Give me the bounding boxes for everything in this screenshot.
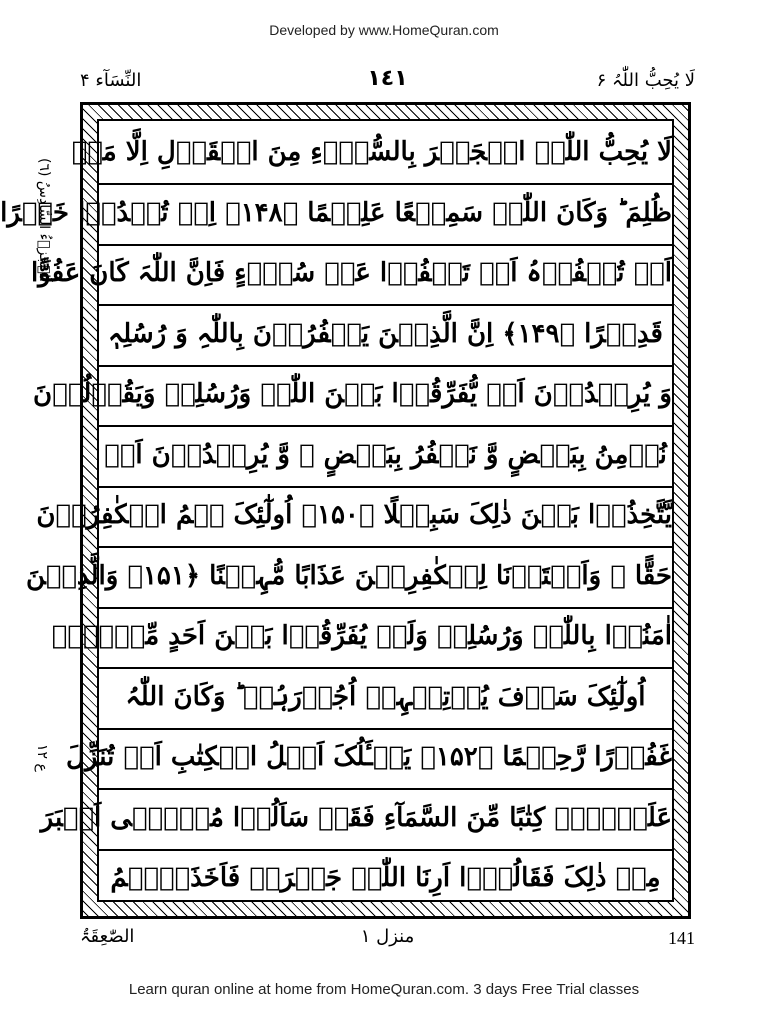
text-line: لَا یُحِبُّ اللّٰہُ الۡجَہۡرَ بِالسُّوۡٓءِ مِنَ الۡقَوۡلِ اِلَّا مَنۡ: [99, 121, 672, 185]
page-footer: [80, 926, 695, 954]
juz-name: لَا یُحِبُّ اللّٰہُ ۶: [596, 70, 695, 91]
page-number: 141: [668, 928, 695, 948]
ruku-marker: ع ١٢: [34, 744, 50, 772]
text-line: ظُلِمَ ؕ وَکَانَ اللّٰہُ سَمِیۡعًا عَلِیۡمًا ﴿۱۴۸﴾ اِنۡ تُبۡدُوۡا خَیۡرًا: [99, 182, 672, 246]
text-line: حَقًّا ۚ وَاَعۡتَدۡنَا لِلۡکٰفِرِیۡنَ عَذَابًا مُّہِیۡنًا ﴿۱۵۱﴾ وَالَّذِیۡنَ: [99, 545, 672, 609]
surah-name: النِّسَآء ۴: [80, 70, 142, 91]
text-line: اُولٰٓئِکَ سَوۡفَ یُؤۡتِیۡہِمۡ اُجُوۡرَہُمۡ ؕ وَکَانَ اللّٰہُ: [99, 666, 672, 730]
text-line: مِنۡ ذٰلِکَ فَقَالُوۡۤا اَرِنَا اللّٰہَ جَہۡرَۃً فَاَخَذَتۡہُمُ: [110, 863, 661, 893]
text-line: اَوۡ تُخۡفُوۡہُ اَوۡ تَعۡفُوۡا عَنۡ سُوۡٓءٍ فَاِنَّ اللّٰہَ کَانَ عَفُوًّا: [99, 242, 672, 306]
top-credit-text: Developed by www.HomeQuran.com: [269, 22, 499, 38]
manzil-label: منزل ۱: [360, 926, 415, 947]
text-line: غَفُوۡرًا رَّحِیۡمًا ﴿۱۵۲﴾ یَسۡـَٔلُکَ اَہۡلُ الۡکِتٰبِ اَنۡ تُنَزِّلَ: [99, 726, 672, 790]
bottom-credit-text: Learn quran online at home from HomeQuran.com. 3 days Free Trial classes: [128, 981, 640, 998]
catchword: الصّٰعِقَۃُ: [80, 926, 135, 947]
text-line: عَلَیۡہِمۡ کِتٰبًا مِّنَ السَّمَآءِ فَقَدۡ سَاَلُوۡا مُوۡسٰۤی اَکۡبَرَ: [99, 787, 672, 851]
text-line: اٰمَنُوۡا بِاللّٰہِ وَرُسُلِہٖ وَلَمۡ یُفَرِّقُوۡا بَیۡنَ اَحَدٍ مِّنۡہُمۡ: [99, 605, 672, 669]
juz-side-label: اَلۡجُزۡءُ السَّادِسُ (٦): [36, 158, 52, 282]
page-number-arabic: ١٤١: [367, 66, 408, 91]
text-line: وَ یُرِیۡدُوۡنَ اَنۡ یُّفَرِّقُوۡا بَیۡنَ اللّٰہِ وَرُسُلِہٖ وَیَقُوۡلُوۡنَ: [99, 363, 672, 427]
page-header: [80, 66, 695, 102]
text-line: قَدِیۡرًا ﴿۱۴۹﴾ اِنَّ الَّذِیۡنَ یَکۡفُرُوۡنَ بِاللّٰہِ وَ رُسُلِہٖ: [99, 303, 672, 367]
text-line: نُؤۡمِنُ بِبَعۡضٍ وَّ نَکۡفُرُ بِبَعۡضٍ ۙ وَّ یُرِیۡدُوۡنَ اَنۡ: [99, 424, 672, 488]
text-line: یَّتَّخِذُوۡا بَیۡنَ ذٰلِکَ سَبِیۡلًا ﴿۱۵۰﴾ اُولٰٓئِکَ ہُمُ الۡکٰفِرُوۡنَ: [99, 484, 672, 548]
